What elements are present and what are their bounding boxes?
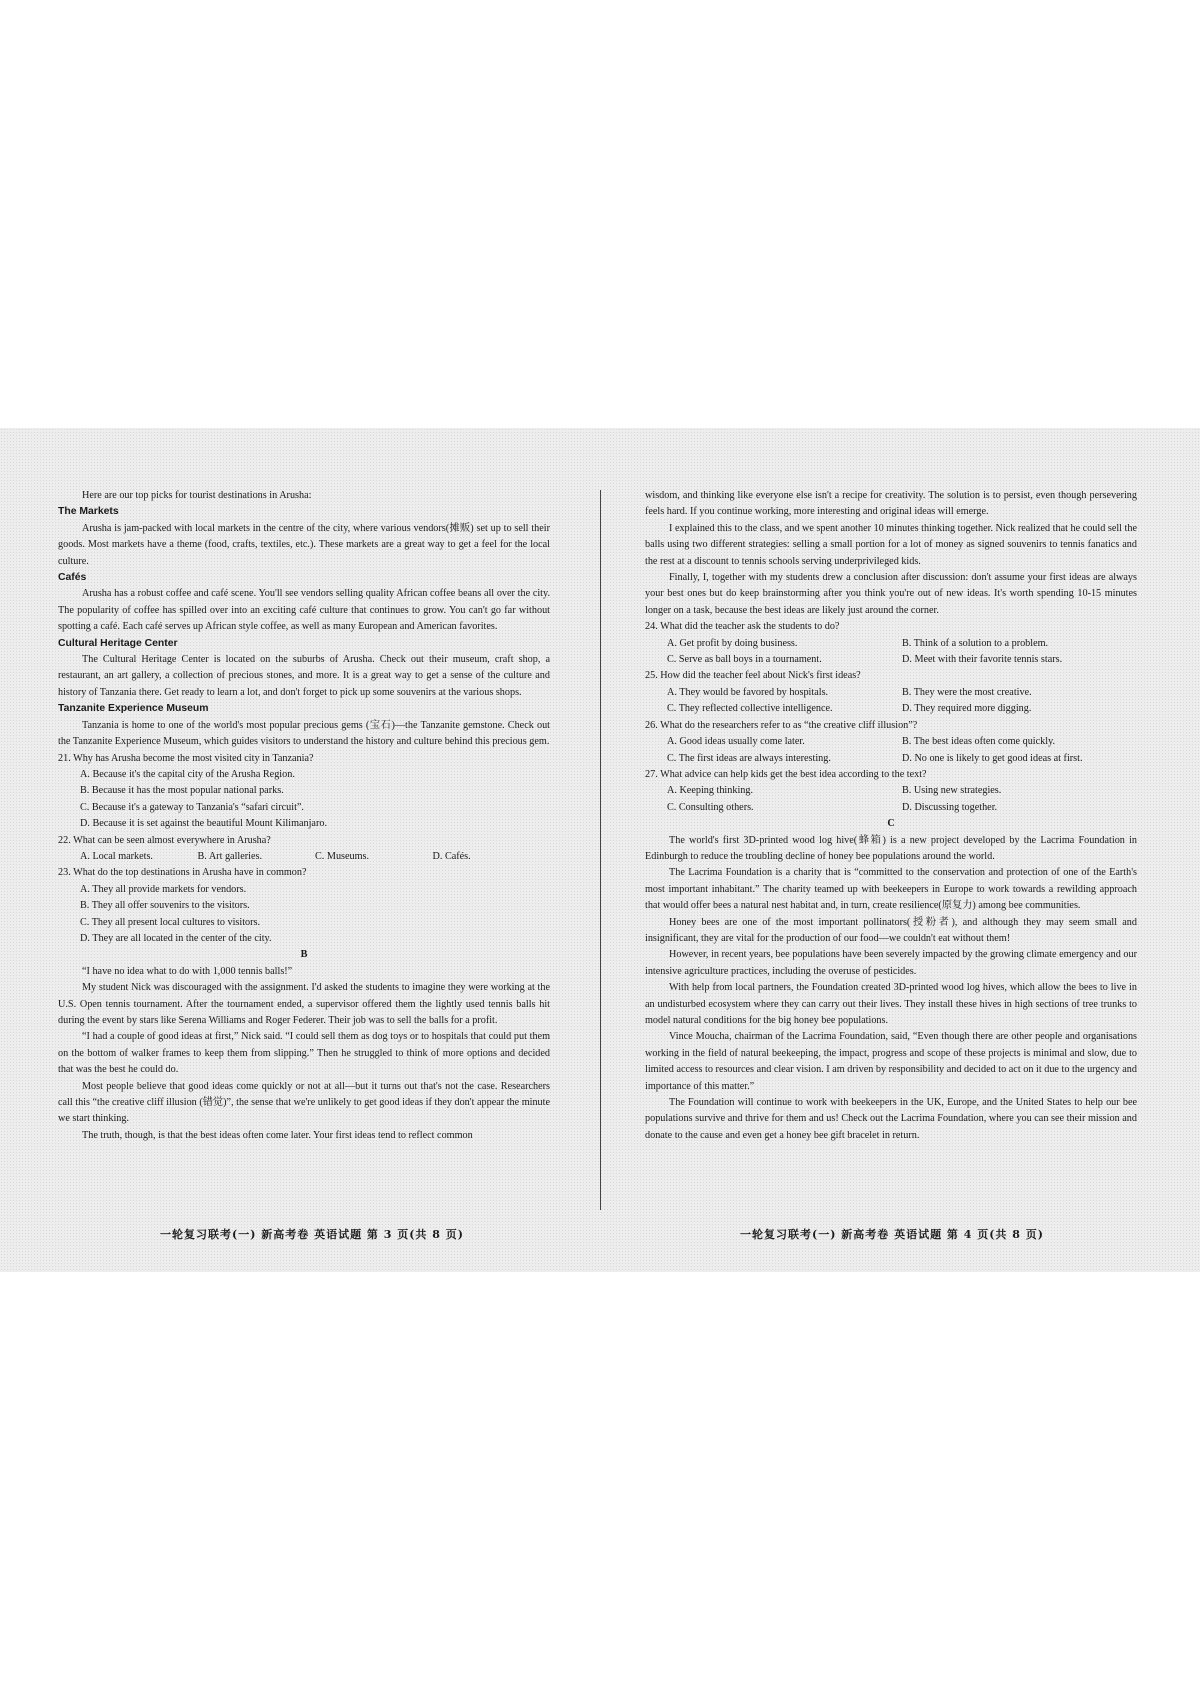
option: C. Because it's a gateway to Tanzania's “safari circuit”. bbox=[80, 801, 304, 813]
option: D. They required more digging. bbox=[902, 703, 1032, 715]
option-row bbox=[645, 652, 1137, 668]
question-21: 21. Why has Arusha become the most visited city in Tanzania? bbox=[58, 752, 314, 764]
section-text: The Cultural Heritage Center is located on the suburbs of Arusha. Check out their museum, craft shop, a restaurant, an art gallery, a collection of precious stones, and more. It is a great way to get a sense of the culture and history of Tanzania there. Get ready to learn a lot, and don't forget to pick up some souvenirs at the various shops. bbox=[58, 654, 550, 698]
passage-paragraph: Finally, I, together with my students drew a conclusion after discussion: don't assume your first ideas are always your best ones but do keep brainstorming after you think you're out of new ideas. It's worth spending 10-15 minutes longer on a task, because the best ideas are likely just around the corner. bbox=[645, 572, 1137, 616]
option: D. Because it is set against the beautiful Mount Kilimanjaro. bbox=[80, 818, 327, 830]
option: C. Consulting others. bbox=[667, 801, 754, 813]
option: B. Because it has the most popular national parks. bbox=[80, 785, 284, 797]
question-23: 23. What do the top destinations in Arusha have in common? bbox=[58, 867, 307, 879]
section-heading: Cultural Heritage Center bbox=[58, 637, 178, 649]
option: B. Think of a solution to a problem. bbox=[902, 637, 1049, 649]
option: D. No one is likely to get good ideas at first. bbox=[902, 752, 1083, 764]
passage-paragraph: I explained this to the class, and we spent another 10 minutes thinking together. Nick realized that he could sell the balls using two different strategies: selling a small portion for a lot of money as signed souvenirs to tennis fanatics and the rest at a discount to tennis schools serving underprivileged kids. bbox=[645, 522, 1137, 567]
page-footer-left: 一轮复习联考(一) 新高考卷 英语试题 第 3 页(共 8 页) bbox=[160, 1228, 464, 1241]
passage-paragraph: “I have no idea what to do with 1,000 tennis balls!” bbox=[82, 965, 293, 977]
option: C. Serve as ball boys in a tournament. bbox=[667, 654, 822, 666]
option: A. They all provide markets for vendors. bbox=[80, 883, 247, 895]
question-26: 26. What do the researchers refer to as “the creative cliff illusion”? bbox=[645, 719, 918, 731]
passage-paragraph: wisdom, and thinking like everyone else isn't a recipe for creativity. The solution is to persist, even though persevering feels hard. If you continue working, more interesting and original ideas will emerge. bbox=[645, 490, 1137, 518]
option: B. The best ideas often come quickly. bbox=[902, 736, 1056, 748]
option: C. Museums. bbox=[315, 850, 370, 862]
option: D. Cafés. bbox=[432, 850, 471, 862]
passage-paragraph: Honey bees are one of the most important pollinators(授粉者), and although they may seem small and insignificant, they are vital for the production of our food—we couldn't eat without them! bbox=[645, 916, 1137, 944]
option: A. Get profit by doing business. bbox=[667, 637, 798, 649]
option: A. Because it's the capital city of the Arusha Region. bbox=[80, 768, 295, 780]
passage-paragraph: “I had a couple of good ideas at first,” Nick said. “I could sell them as dog toys or to hospitals that could put them on the bottom of walker frames to keep them from slipping.” Then he struggled to think of more options and decided that was the best he could do. bbox=[58, 1031, 550, 1076]
option-row bbox=[645, 701, 1137, 717]
option-row bbox=[645, 685, 1137, 701]
option-row bbox=[645, 783, 1137, 799]
option: A. Local markets. bbox=[80, 850, 153, 862]
left-page-column bbox=[58, 488, 550, 1144]
option: B. Using new strategies. bbox=[902, 785, 1002, 797]
question-22: 22. What can be seen almost everywhere in Arusha? bbox=[58, 834, 271, 846]
option: C. They all present local cultures to visitors. bbox=[80, 916, 261, 928]
option: C. They reflected collective intelligence. bbox=[667, 703, 833, 715]
section-text: Arusha is jam-packed with local markets in the centre of the city, where various vendors(摊贩) set up to sell their goods. Most markets have a theme (food, crafts, textiles, etc.). These markets are a great way to get a feel for the local culture. bbox=[58, 522, 550, 567]
column-divider bbox=[600, 490, 601, 1210]
option: C. The first ideas are always interesting. bbox=[667, 752, 831, 764]
option-row bbox=[645, 751, 1137, 767]
passage-paragraph: Most people believe that good ideas come quickly or not at all—but it turns out that's not the case. Researchers call this “the creative cliff illusion (错觉)”, the sense that we're unlikely to get good ideas if they don't appear the minute we start thinking. bbox=[58, 1080, 550, 1125]
option-row bbox=[645, 636, 1137, 652]
section-b-label: B bbox=[300, 949, 308, 961]
passage-paragraph: With help from local partners, the Foundation created 3D-printed wood log hives, which allow the bees to live in an undisturbed ecosystem where they can carry out their lives. They install these hives in high sections of tree trunks to model natural conditions for the big honey bee populations. bbox=[645, 982, 1137, 1026]
passage-paragraph: However, in recent years, bee populations have been severely impacted by the growing climate emergency and our intensive agriculture practices, including the overuse of pesticides. bbox=[645, 949, 1137, 977]
option: B. They all offer souvenirs to the visitors. bbox=[80, 900, 250, 912]
passage-paragraph: Vince Moucha, chairman of the Lacrima Foundation, said, “Even though there are other people and organisations working in the field of natural beekeeping, the impact, progress and scope of these projects is minimal and slow, due to limited access to resources and clear vision. I am driven by responsibility and decided to act on it due to the urgency and importance of this matter.” bbox=[645, 1031, 1137, 1092]
passage-paragraph: The Foundation will continue to work with beekeepers in the UK, Europe, and the United States to help our bee populations survive and thrive for them and us! Check out the Lacrima Foundation, where you can see their mission and donate to the cause and even get a honey bee gift bracelet in return. bbox=[645, 1097, 1137, 1141]
option: A. Good ideas usually come later. bbox=[667, 736, 805, 748]
option: D. Meet with their favorite tennis stars. bbox=[902, 654, 1063, 666]
question-25: 25. How did the teacher feel about Nick's first ideas? bbox=[645, 670, 861, 682]
question-24: 24. What did the teacher ask the students to do? bbox=[645, 621, 840, 633]
section-heading: Cafés bbox=[58, 572, 87, 584]
option: A. Keeping thinking. bbox=[667, 785, 754, 797]
option: D. They are all located in the center of the city. bbox=[80, 932, 272, 944]
passage-paragraph: My student Nick was discouraged with the assignment. I'd asked the students to imagine they were working at the U.S. Open tennis tournament. After the tournament ended, a supervisor offered them the lightly used tennis balls hit during the event by stars like Serena Williams and Roger Federer. Their job was to sell the balls for a profit. bbox=[58, 982, 550, 1026]
option: D. Discussing together. bbox=[902, 801, 998, 813]
section-c-label: C bbox=[887, 818, 895, 830]
passage-paragraph: The truth, though, is that the best ideas often come later. Your first ideas tend to reflect common bbox=[82, 1129, 473, 1141]
section-text: Tanzania is home to one of the world's most popular precious gems (宝石)—the Tanzanite gemstone. Check out the Tanzanite Experience Museum, which guides visitors to understand the history and culture behind this precious gem. bbox=[58, 719, 550, 748]
option-row bbox=[645, 800, 1137, 816]
option: B. They were the most creative. bbox=[902, 686, 1032, 698]
question-27: 27. What advice can help kids get the best idea according to the text? bbox=[645, 768, 927, 780]
option-row bbox=[645, 734, 1137, 750]
page-footer-right: 一轮复习联考(一) 新高考卷 英语试题 第 4 页(共 8 页) bbox=[740, 1228, 1044, 1241]
option-row bbox=[58, 849, 550, 865]
option: A. They would be favored by hospitals. bbox=[667, 686, 829, 698]
section-heading: Tanzanite Experience Museum bbox=[58, 703, 209, 715]
option: B. Art galleries. bbox=[197, 850, 263, 862]
section-text: Arusha has a robust coffee and café scene. You'll see vendors selling quality African coffee beans all over the city. The popularity of coffee has spilled over into an exciting café culture that continues to grow. You can't go far without spotting a café. Each café serves up African style coffee, as well as many European and American favorites. bbox=[58, 588, 550, 633]
right-page-column bbox=[645, 488, 1137, 1144]
passage-paragraph: The world's first 3D-printed wood log hive(蜂箱) is a new project developed by the Lacrima Foundation in Edinburgh to reduce the troubling decline of honey bee populations around the world. bbox=[645, 834, 1137, 862]
intro-text: Here are our top picks for tourist destinations in Arusha: bbox=[82, 490, 312, 501]
section-heading: The Markets bbox=[58, 506, 119, 518]
passage-paragraph: The Lacrima Foundation is a charity that is “committed to the conservation and protection of one of the Earth's most important inhabitant.” The charity teamed up with beekeepers in Europe to work towards a rewilding approach that would offer bees a natural nest habitat and, in turn, create resilience(原复力) among bee communities. bbox=[645, 867, 1137, 912]
